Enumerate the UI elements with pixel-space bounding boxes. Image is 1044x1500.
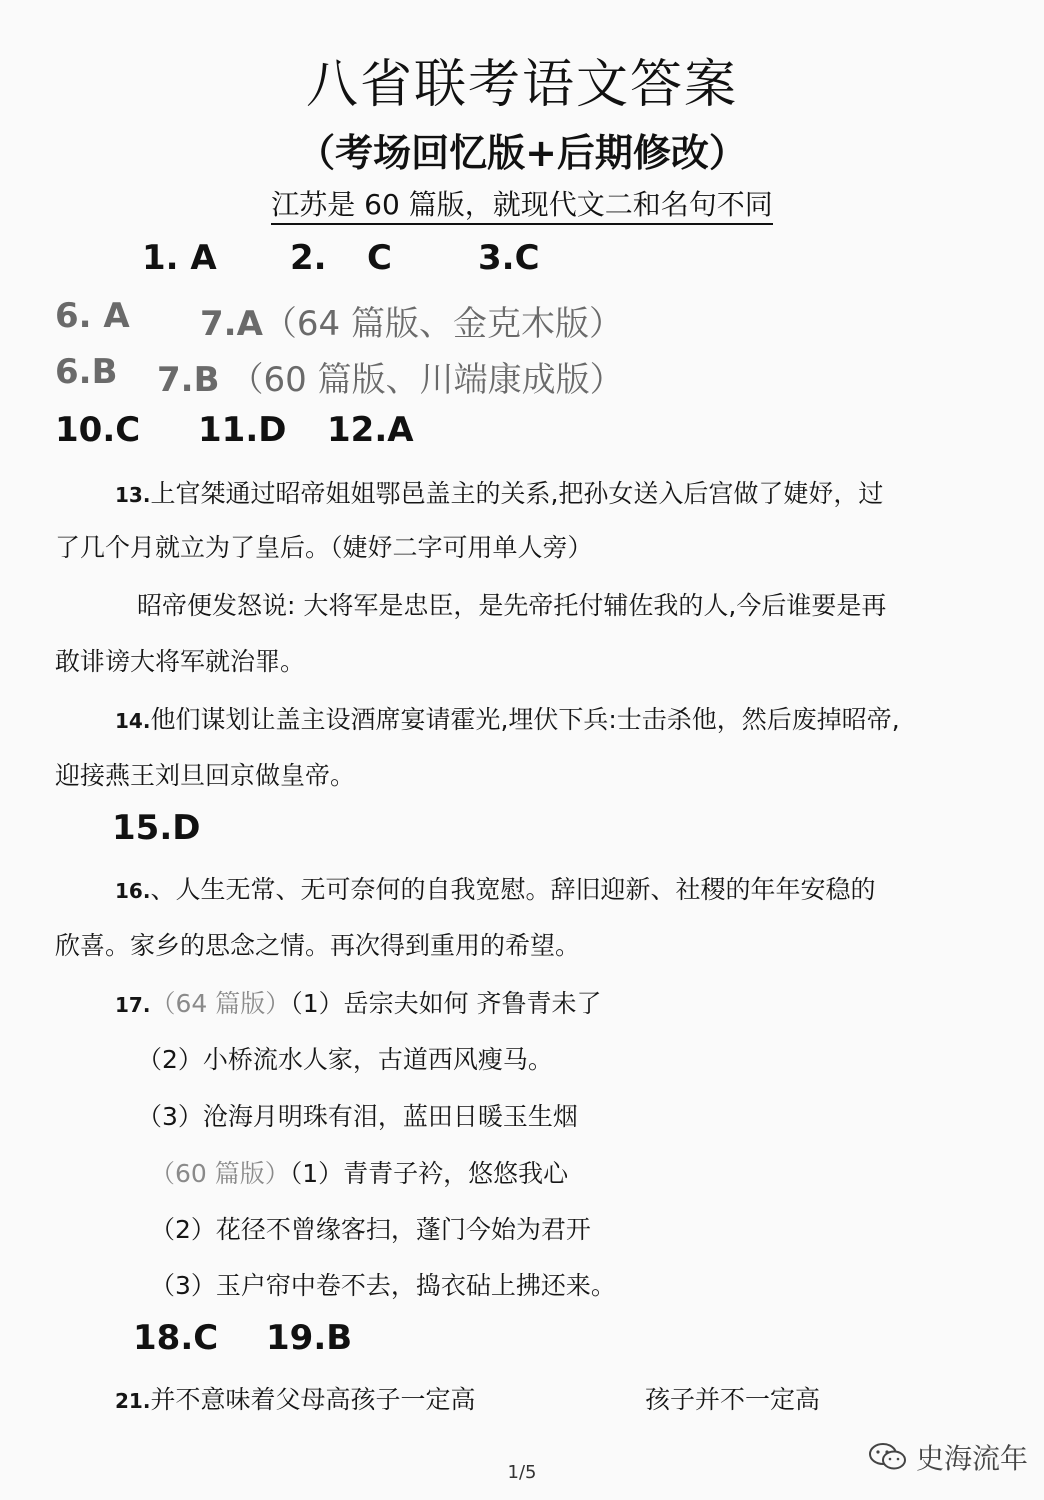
q16-number: 16. bbox=[115, 879, 151, 903]
answer-7-60-text: 7.B bbox=[157, 360, 220, 400]
page-number: 1/5 bbox=[507, 1462, 537, 1483]
answer-2-num: 2. bbox=[290, 238, 327, 278]
q13-number: 13. bbox=[115, 483, 151, 507]
answer-18: 18.C bbox=[133, 1318, 219, 1358]
q17-number: 17. bbox=[115, 993, 151, 1017]
answer-6-60-text: 6.B bbox=[55, 352, 118, 392]
answer-6-64 bbox=[55, 296, 130, 336]
edition-note bbox=[0, 183, 1044, 223]
answer-7-64-text: 7.A bbox=[200, 304, 263, 344]
q13-line2: 了几个月就立为了皇后。（婕妤二字可用单人旁） bbox=[55, 533, 593, 562]
q21-part2: 孩子并不一定高 bbox=[645, 1385, 821, 1414]
q14-line2: 迎接燕王刘旦回京做皇帝。 bbox=[55, 761, 356, 790]
q17-60-verse2: （2）花径不曾缘客扫，蓬门今始为君开 bbox=[150, 1215, 591, 1244]
answer-7-64 bbox=[200, 296, 623, 345]
q17-line1 bbox=[115, 984, 602, 1020]
q17-edition-64: （64 篇版） bbox=[150, 989, 291, 1018]
edition-60-label: （60 篇版、川端康成版） bbox=[229, 360, 624, 400]
q17-64-verse2: （2）小桥流水人家，古道西风瘦马。 bbox=[137, 1045, 553, 1074]
q17-64-verse3: （3）沧海月明珠有泪，蓝田日暖玉生烟 bbox=[137, 1102, 578, 1131]
q17-60-verse1: （1）青青子衿，悠悠我心 bbox=[289, 1159, 569, 1188]
answer-3: 3.C bbox=[478, 238, 540, 278]
q21-number: 21. bbox=[115, 1389, 151, 1413]
q16-text1: 、人生无常、无可奈何的自我宽慰。辞旧迎新、社稷的年年安稳的 bbox=[150, 875, 876, 904]
answer-11: 11.D bbox=[198, 410, 287, 450]
page-title: 八省联考语文答案 bbox=[305, 55, 738, 115]
q14-line1 bbox=[115, 700, 900, 736]
answer-15: 15.D bbox=[112, 808, 201, 848]
answer-2-value: C bbox=[367, 238, 392, 278]
q17-60-verse3: （3）玉户帘中卷不去，捣衣砧上拂还来。 bbox=[150, 1271, 616, 1300]
answer-1: 1. A bbox=[142, 238, 217, 278]
page-subtitle: （考场回忆版+后期修改） bbox=[297, 131, 747, 175]
answer-10: 10.C bbox=[55, 410, 141, 450]
q13-line3: 昭帝便发怒说: 大将军是忠臣，是先帝托付辅佐我的人,今后谁要是再 bbox=[137, 591, 887, 620]
answer-12: 12.A bbox=[327, 410, 414, 450]
answer-6-60 bbox=[55, 352, 118, 392]
q21-part1: 并不意味着父母高孩子一定高 bbox=[150, 1385, 476, 1414]
q17-60-line1 bbox=[150, 1154, 568, 1190]
watermark-text: 史海流年 bbox=[916, 1442, 1029, 1475]
q21-line bbox=[115, 1380, 475, 1416]
q14-text1: 他们谋划让盖主设酒席宴请霍光,埋伏下兵:士击杀他，然后废掉昭帝, bbox=[150, 705, 900, 734]
answer-7-60 bbox=[157, 352, 624, 401]
q14-number: 14. bbox=[115, 709, 151, 733]
q16-line1 bbox=[115, 870, 875, 906]
answer-6-64-text: 6. A bbox=[55, 296, 130, 336]
q16-line2: 欣喜。家乡的思念之情。再次得到重用的希望。 bbox=[55, 931, 581, 960]
q17-edition-60: （60 篇版） bbox=[150, 1159, 290, 1188]
q17-64-verse1: （1）岳宗夫如何 齐鲁青未了 bbox=[290, 989, 602, 1018]
q13-line1 bbox=[115, 474, 883, 510]
q13-text1: 上官桀通过昭帝姐姐鄂邑盖主的关系,把孙女送入后宫做了婕妤，过 bbox=[150, 479, 884, 508]
q13-line4: 敢诽谤大将军就治罪。 bbox=[55, 647, 306, 676]
answer-19: 19.B bbox=[266, 1318, 353, 1358]
edition-64-label: （64 篇版、金克木版） bbox=[262, 304, 623, 344]
edition-note-text: 江苏是 60 篇版，就现代文二和名句不同 bbox=[271, 188, 772, 225]
